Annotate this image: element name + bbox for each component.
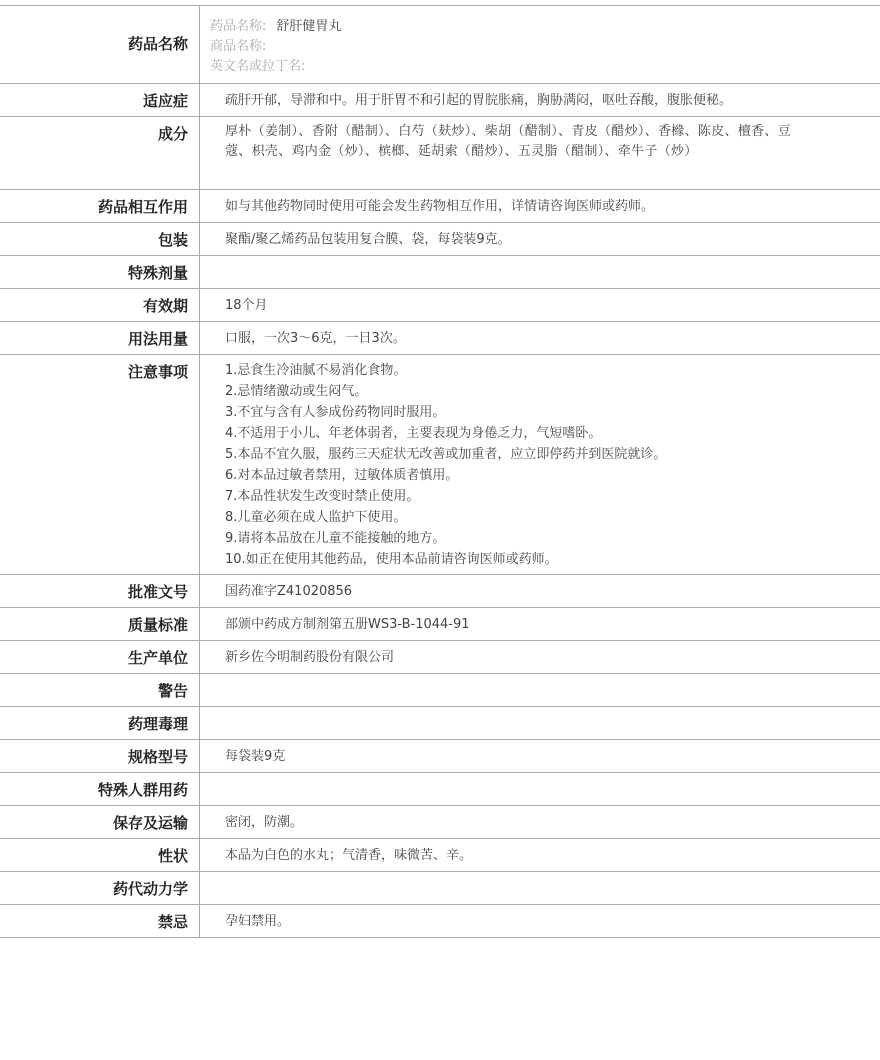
row-manufacturer: [0, 641, 880, 674]
row-approval: [0, 575, 880, 608]
list-item: 5.本品不宜久服，服药三天症状无改善或加重者，应立即停药并到医院就诊。: [225, 447, 667, 462]
latin-name-key: 英文名或拉丁名:: [210, 59, 306, 74]
label-pharmacokinetics: 药代动力学: [0, 872, 200, 904]
row-standard: [0, 608, 880, 641]
value-ingredients: 厚朴（姜制）、香附（醋制）、白芍（麸炒）、柴胡（醋制）、青皮（醋炒）、香橼、陈皮、檀香、豆蔻、枳壳、鸡内金（炒）、槟榔、延胡索（醋炒）、五灵脂（醋制）、牵牛子（炒）: [225, 124, 792, 159]
generic-name-key: 药品名称:: [210, 19, 267, 34]
list-item: 10.如正在使用其他药品，使用本品前请咨询医师或药师。: [225, 552, 558, 567]
label-manufacturer: 生产单位: [0, 641, 200, 673]
label-pharmacology: 药理毒理: [0, 707, 200, 739]
list-item: 7.本品性状发生改变时禁止使用。: [225, 489, 420, 504]
row-shelf-life: [0, 289, 880, 322]
value-approval: 国药准字Z41020856: [225, 584, 353, 599]
row-appearance: [0, 839, 880, 872]
value-warning: [200, 674, 880, 706]
label-standard: 质量标准: [0, 608, 200, 640]
label-drug-name: 药品名称: [0, 6, 200, 83]
list-item: 6.对本品过敏者禁用，过敏体质者慎用。: [225, 468, 459, 483]
list-item: 3.不宜与含有人参成份药物同时服用。: [225, 405, 446, 420]
label-shelf-life: 有效期: [0, 289, 200, 321]
row-storage: [0, 806, 880, 839]
drug-spec-table: [0, 5, 880, 938]
label-appearance: 性状: [0, 839, 200, 871]
label-contraindications: 禁忌: [0, 905, 200, 937]
row-precautions: [0, 355, 880, 575]
row-special-groups: [0, 773, 880, 806]
row-indication: [0, 84, 880, 117]
precautions-list: [225, 360, 790, 570]
row-spec: [0, 740, 880, 773]
drug-name-block: [200, 6, 880, 83]
trade-name-line: [210, 37, 880, 57]
list-item: 8.儿童必须在成人监护下使用。: [225, 510, 407, 525]
latin-name-line: [210, 57, 880, 77]
row-drug-name: [0, 6, 880, 84]
value-storage: 密闭，防潮。: [225, 815, 304, 830]
value-standard: 部颁中药成方制剂第五册WS3-B-1044-91: [225, 617, 470, 632]
label-precautions: 注意事项: [0, 355, 200, 574]
row-ingredients: [0, 117, 880, 190]
label-special-dose: 特殊剂量: [0, 256, 200, 288]
label-storage: 保存及运输: [0, 806, 200, 838]
value-contraindications: 孕妇禁用。: [225, 914, 291, 929]
row-interactions: [0, 190, 880, 223]
generic-name-line: [210, 17, 880, 37]
label-special-groups: 特殊人群用药: [0, 773, 200, 805]
trade-name-key: 商品名称:: [210, 39, 267, 54]
value-usage: 口服，一次3～6克，一日3次。: [225, 331, 406, 346]
list-item: 4.不适用于小儿、年老体弱者，主要表现为身倦乏力，气短嗜卧。: [225, 426, 602, 441]
value-special-groups: [200, 773, 880, 805]
value-appearance: 本品为白色的水丸；气清香，味微苦、辛。: [225, 848, 473, 863]
value-interactions: 如与其他药物同时使用可能会发生药物相互作用，详情请咨询医师或药师。: [225, 199, 655, 214]
label-indication: 适应症: [0, 84, 200, 116]
list-item: 1.忌食生冷油腻不易消化食物。: [225, 363, 407, 378]
label-packaging: 包装: [0, 223, 200, 255]
value-pharmacology: [200, 707, 880, 739]
value-pharmacokinetics: [200, 872, 880, 904]
label-approval: 批准文号: [0, 575, 200, 607]
row-usage: [0, 322, 880, 355]
row-special-dose: [0, 256, 880, 289]
value-manufacturer: 新乡佐今明制药股份有限公司: [225, 650, 395, 665]
value-precautions: [200, 355, 880, 574]
value-spec: 每袋装9克: [225, 749, 286, 764]
row-packaging: [0, 223, 880, 256]
generic-name-value: 舒肝健胃丸: [276, 19, 342, 34]
value-packaging: 聚酯/聚乙烯药品包装用复合膜、袋，每袋装9克。: [225, 232, 511, 247]
value-shelf-life: 18个月: [225, 298, 268, 313]
label-ingredients: 成分: [0, 117, 200, 189]
row-warning: [0, 674, 880, 707]
value-special-dose: [200, 256, 880, 288]
row-pharmacology: [0, 707, 880, 740]
value-indication: 疏肝开郁，导滞和中。用于肝胃不和引起的胃脘胀痛，胸胁满闷，呕吐吞酸，腹胀便秘。: [225, 93, 733, 108]
row-contraindications: [0, 905, 880, 938]
label-interactions: 药品相互作用: [0, 190, 200, 222]
row-pharmacokinetics: [0, 872, 880, 905]
label-warning: 警告: [0, 674, 200, 706]
label-usage: 用法用量: [0, 322, 200, 354]
label-spec: 规格型号: [0, 740, 200, 772]
list-item: 2.忌情绪激动或生闷气。: [225, 384, 368, 399]
list-item: 9.请将本品放在儿童不能接触的地方。: [225, 531, 446, 546]
